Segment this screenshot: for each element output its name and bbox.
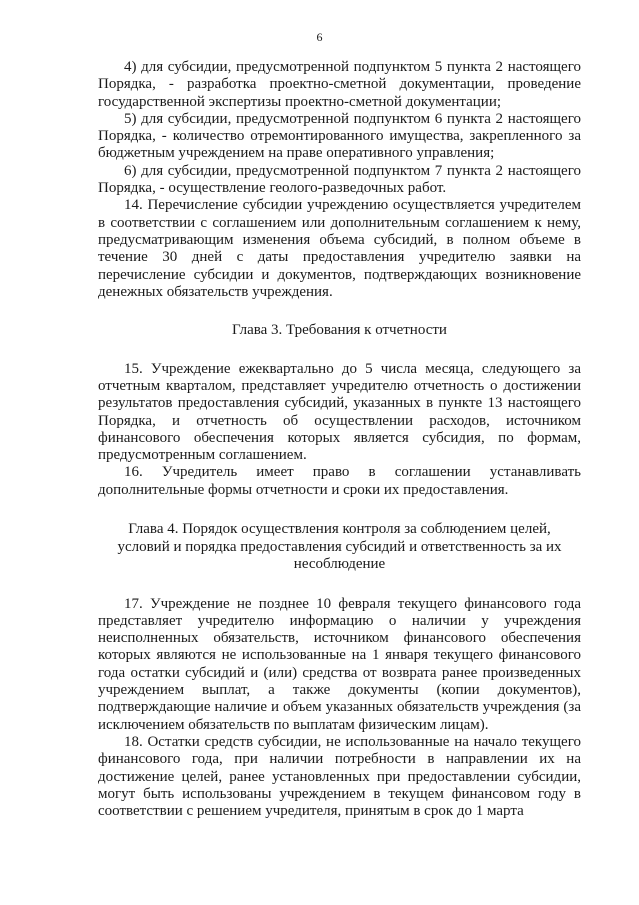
paragraph-18: 18. Остатки средств субсидии, не использованные на начало текущего финансового года, при наличии потребности в направлении их на достижение целей, ранее установленных при предоставлении субсидии, могут быть использованы учреждением в текущем финансовом году в соответствии с решением учредителя, принятым в срок до 1 марта (98, 733, 581, 820)
paragraph-14: 14. Перечисление субсидии учреждению осуществляется учредителем в соответствии с соглашением или дополнительным соглашением к нему, предусматривающим изменения объема субсидий, в полном объеме в течение 30 дней с даты предоставления учредителю заявки на перечисление субсидии и документов, подтверждающих возникновение денежных обязательств учреждения. (98, 197, 581, 300)
document-body (98, 59, 581, 820)
paragraph-item-4: 4) для субсидии, предусмотренной подпунктом 5 пункта 2 настоящего Порядка, - разработка проектно-сметной документации, проведение государственной экспертизы проектно-сметной документации; (98, 59, 581, 110)
paragraph-item-6: 6) для субсидии, предусмотренной подпунктом 7 пункта 2 настоящего Порядка, - осуществление геолого-разведочных работ. (98, 162, 581, 197)
paragraph-16: 16. Учредитель имеет право в соглашении устанавливать дополнительные формы отчетности и сроки их предоставления. (98, 464, 581, 498)
paragraph-15: 15. Учреждение ежеквартально до 5 числа месяца, следующего за отчетным кварталом, представляет учредителю отчетность о достижении результатов предоставления субсидий, указанных в пункте 13 настоящего Порядка, и отчетность об осуществлении расходов, источником финансового обеспечения которых является субсидия, по формам, предусмотренным соглашением. (98, 360, 581, 464)
chapter-4-heading: Глава 4. Порядок осуществления контроля за соблюдением целей, условий и порядка предоставления субсидий и ответственность за их несоблюдение (117, 521, 562, 573)
chapter-3-heading: Глава 3. Требования к отчетности (232, 322, 447, 339)
paragraph-17: 17. Учреждение не позднее 10 февраля текущего финансового года представляет учредителю информацию о наличии у учреждения неисполненных обязательств, источником финансового обеспечения которых являются не использованные на 1 января текущего финансового года остатки субсидий и (или) средства от возврата ранее произведенных учреждением выплат, а также документы (копии документов), подтверждающие наличие и объем указанных обязательств учреждения (за исключением обязательств по выплатам физическим лицам). (98, 595, 581, 733)
page-number: 6 (316, 30, 323, 44)
paragraph-item-5: 5) для субсидии, предусмотренной подпунктом 6 пункта 2 настоящего Порядка, - количество отремонтированного имущества, закрепленного за бюджетным учреждением на праве оперативного управления; (98, 110, 581, 162)
